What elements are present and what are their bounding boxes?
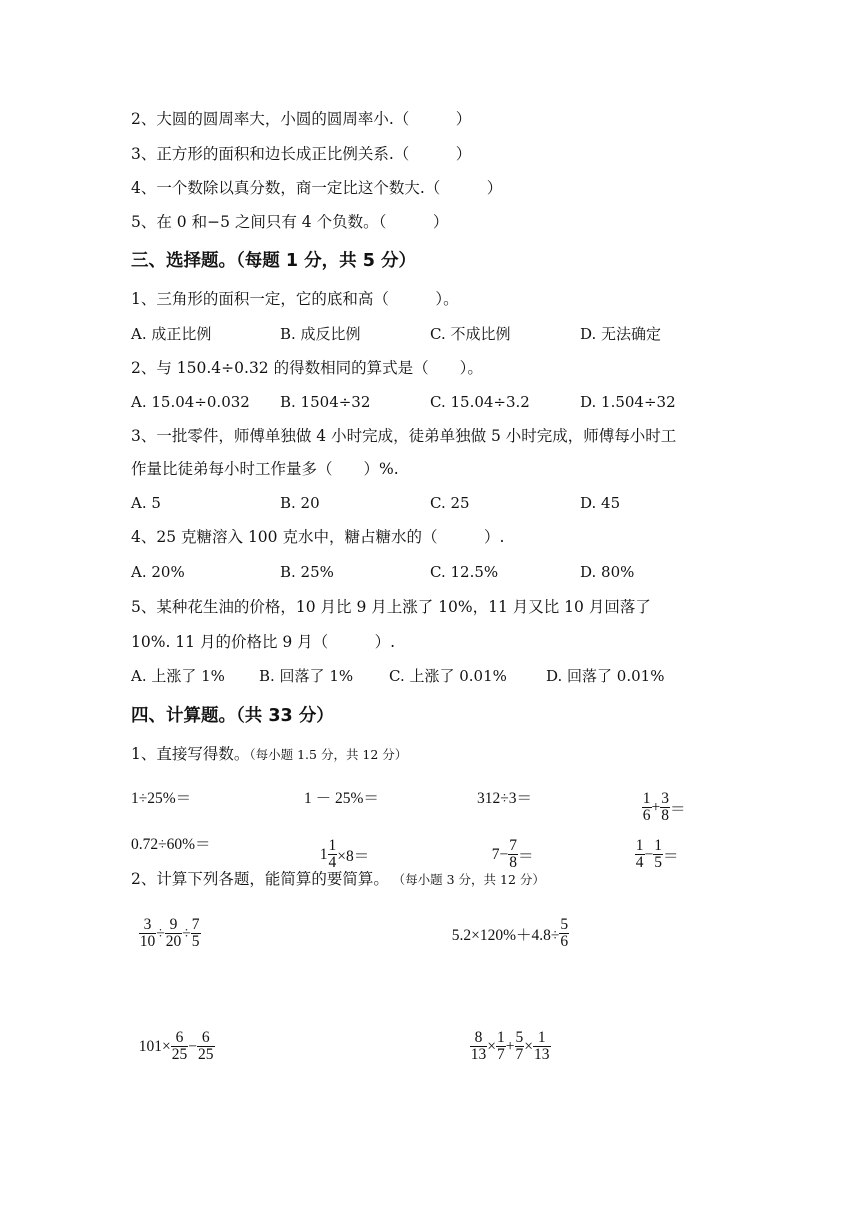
fraction-numerator: 5 xyxy=(560,916,569,933)
judge-q2: 2、大圆的圆周率大，小圆的圆周率小.（ ） xyxy=(131,110,472,128)
oral-expr-3: 312÷3＝ xyxy=(477,790,533,807)
fraction-numerator: 1 xyxy=(654,837,662,854)
choice-q1-stem: 1、三角形的面积一定，它的底和高（ ）。 xyxy=(131,290,459,308)
calc-expr-4 xyxy=(462,1012,551,1064)
oral-expr-1: 1÷25%＝ xyxy=(131,790,192,807)
fraction-numerator: 3 xyxy=(139,917,157,934)
choice-q5-option-d: D. 回落了 0.01% xyxy=(546,667,665,685)
choice-q4-stem: 4、25 克糖溶入 100 克水中，糖占糖水的（ ）. xyxy=(131,528,505,546)
calc-part2-note: （每小题 3 分，共 12 分） xyxy=(398,872,545,887)
fraction-numerator: 8 xyxy=(470,1030,488,1047)
choice-q2-option-c: C. 15.04÷3.2 xyxy=(430,393,530,411)
fraction-denominator: 13 xyxy=(534,1046,550,1064)
operator: × xyxy=(524,1037,533,1055)
fraction-numerator: 3 xyxy=(661,790,669,807)
fraction-numerator: 7 xyxy=(509,837,517,854)
choice-q4-option-b: B. 25% xyxy=(280,563,334,581)
mixed-number-whole: 1 xyxy=(319,845,328,863)
fraction-denominator: 25 xyxy=(198,1046,214,1064)
choice-q5-stem-line1: 5、某种花生油的价格，10 月比 9 月上涨了 10%，11 月又比 10 月回落了 xyxy=(131,598,651,616)
fraction-denominator: 10 xyxy=(139,933,156,951)
equals-sign: ＝ xyxy=(518,847,534,865)
fraction-denominator: 7 xyxy=(497,1046,505,1064)
expression-prefix: 7− xyxy=(491,845,509,863)
operator: − xyxy=(644,845,654,863)
choice-q3-option-b: B. 20 xyxy=(280,494,320,512)
fraction-denominator: 6 xyxy=(560,933,569,951)
fraction-numerator: 1 xyxy=(328,837,337,854)
expression-prefix: 101× xyxy=(138,1037,171,1055)
fraction-numerator: 6 xyxy=(171,1030,189,1047)
choice-q3-stem-line1: 3、一批零件，师傅单独做 4 小时完成，徒弟单独做 5 小时完成，师傅每小时工 xyxy=(131,427,677,445)
choice-q2-option-d: D. 1.504÷32 xyxy=(580,393,676,411)
fraction-denominator: 20 xyxy=(165,933,182,951)
fraction-denominator: 5 xyxy=(191,933,200,951)
expression-rest: ×8＝ xyxy=(337,847,370,865)
judge-q5: 5、在 0 和−5 之间只有 4 个负数。（ ） xyxy=(131,213,449,231)
choice-q1-option-c: C. 不成比例 xyxy=(430,325,511,343)
fraction-denominator: 8 xyxy=(661,807,669,825)
fraction-denominator: 13 xyxy=(470,1046,487,1064)
fraction-denominator: 7 xyxy=(515,1046,524,1064)
calc-expr-3 xyxy=(131,1012,215,1064)
fraction-numerator: 1 xyxy=(533,1030,551,1047)
fraction-numerator: 6 xyxy=(197,1030,215,1047)
choice-q1-option-b: B. 成反比例 xyxy=(280,325,361,343)
choice-q2-option-b: B. 1504÷32 xyxy=(280,393,371,411)
choice-q5-option-a: A. 上涨了 1% xyxy=(131,667,225,685)
judge-q4: 4、一个数除以真分数，商一定比这个数大.（ ） xyxy=(131,179,503,197)
calc-expr-2 xyxy=(444,899,569,951)
choice-q5-stem-line2: 10%. 11 月的价格比 9 月（ ）. xyxy=(131,633,396,651)
fraction-numerator: 1 xyxy=(642,790,651,807)
fraction-denominator: 4 xyxy=(328,854,337,872)
fraction-denominator: 25 xyxy=(171,1046,188,1064)
fraction-numerator: 1 xyxy=(497,1029,505,1046)
choice-q1-option-a: A. 成正比例 xyxy=(131,325,212,343)
section4-title: 四、计算题。（共 33 分） xyxy=(131,706,334,726)
operator: ÷ xyxy=(156,924,165,942)
fraction-denominator: 4 xyxy=(635,854,644,872)
choice-q2-stem: 2、与 150.4÷0.32 的得数相同的算式是（ ）。 xyxy=(131,359,483,377)
oral-expr-7 xyxy=(484,820,534,872)
operator: ÷ xyxy=(182,924,191,942)
choice-q3-option-c: C. 25 xyxy=(430,494,470,512)
section3-title: 三、选择题。（每题 1 分，共 5 分） xyxy=(131,251,416,271)
oral-expr-8 xyxy=(627,820,679,872)
choice-q4-option-c: C. 12.5% xyxy=(430,563,499,581)
calc-part2-heading xyxy=(131,872,545,888)
expression-prefix: 5.2×120%＋4.8÷ xyxy=(451,926,560,944)
operator: − xyxy=(188,1037,197,1055)
calc-part1-heading xyxy=(131,747,407,763)
fraction-denominator: 8 xyxy=(509,854,517,872)
calc-part1-label: 1、直接写得数。 xyxy=(131,745,250,763)
oral-expr-5: 0.72÷60%＝ xyxy=(131,836,211,853)
calc-part1-note: （每小题 1.5 分，共 12 分） xyxy=(249,747,408,762)
fraction-numerator: 1 xyxy=(635,837,644,854)
choice-q3-stem-line2: 作量比徒弟每小时工作量多（ ）%. xyxy=(131,460,399,478)
fraction-denominator: 6 xyxy=(642,807,651,825)
calc-part2-label: 2、计算下列各题，能简算的要简算。 xyxy=(131,870,389,888)
choice-q2-option-a: A. 15.04÷0.032 xyxy=(131,393,250,411)
equals-sign: ＝ xyxy=(670,800,686,818)
judge-q3: 3、正方形的面积和边长成正比例关系.（ ） xyxy=(131,145,472,163)
fraction-denominator: 5 xyxy=(654,854,662,872)
oral-expr-2: 1 － 25%＝ xyxy=(304,790,379,807)
oral-expr-4 xyxy=(634,773,686,825)
operator: + xyxy=(651,798,661,816)
operator: × xyxy=(487,1037,496,1055)
choice-q4-option-a: A. 20% xyxy=(131,563,185,581)
choice-q3-option-d: D. 45 xyxy=(580,494,621,512)
fraction-numerator: 9 xyxy=(165,917,183,934)
operator: + xyxy=(505,1037,515,1055)
equals-sign: ＝ xyxy=(663,847,679,865)
choice-q3-option-a: A. 5 xyxy=(131,494,161,512)
calc-expr-1 xyxy=(131,899,201,951)
fraction-numerator: 7 xyxy=(191,916,200,933)
oral-expr-6 xyxy=(312,820,369,872)
fraction-numerator: 5 xyxy=(515,1029,524,1046)
choice-q5-option-b: B. 回落了 1% xyxy=(259,667,354,685)
choice-q1-option-d: D. 无法确定 xyxy=(580,325,662,343)
choice-q5-option-c: C. 上涨了 0.01% xyxy=(389,667,507,685)
choice-q4-option-d: D. 80% xyxy=(580,563,635,581)
